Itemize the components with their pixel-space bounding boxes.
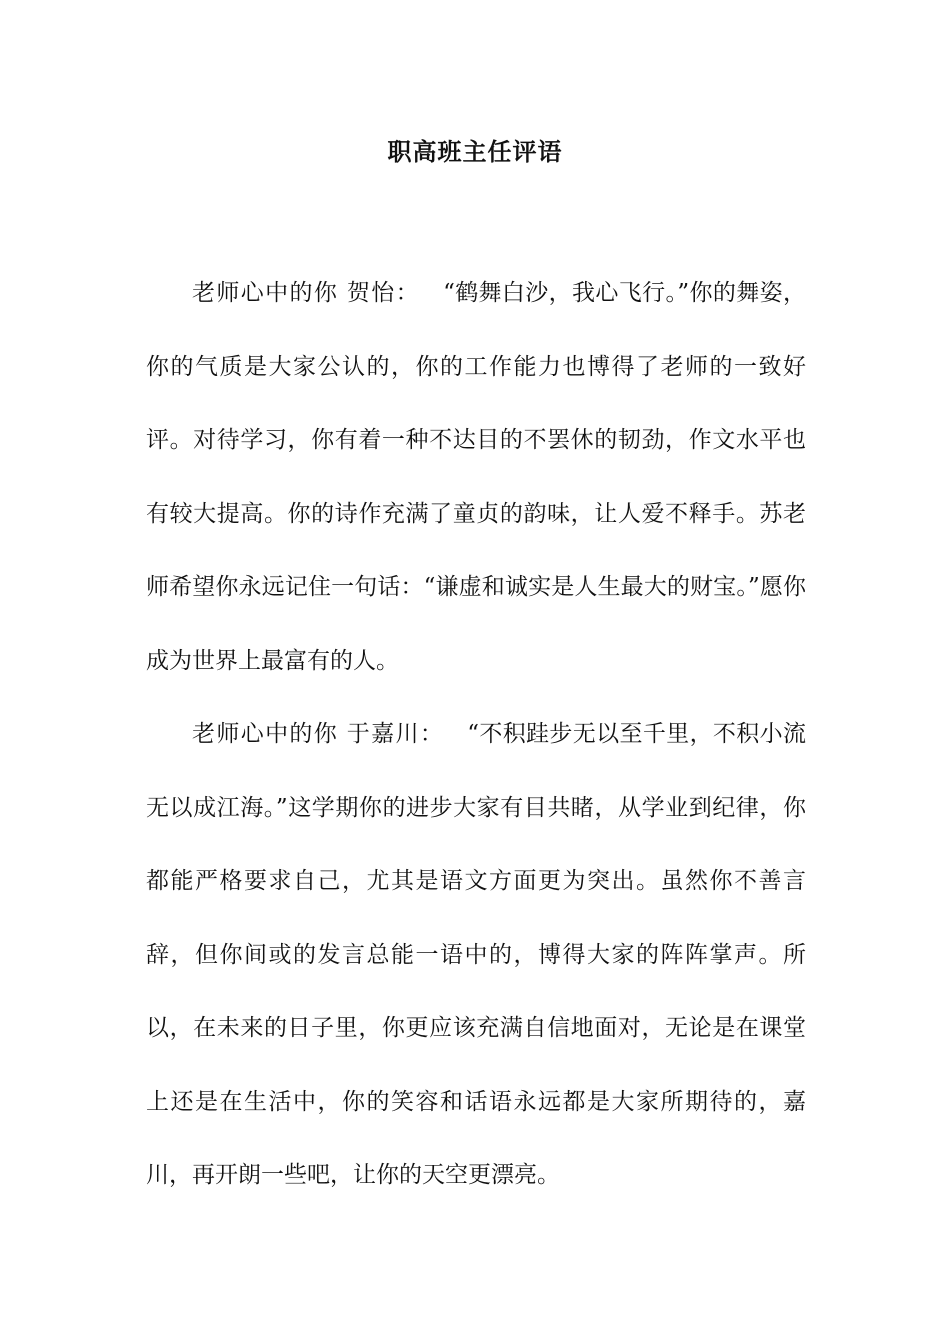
paragraph-2-text: “不积跬步无以至千里，不积小流无以成江海。”这学期你的进步大家有目共睹，从学业到纪律，你都能严格要求自己，尤其是语文方面更为突出。虽然你不善言辞，但你间或的发言总能一语中的，博得大家的阵阵掌声。所以，在未来的日子里，你更应该充满自信地面对，无论是在课堂上还是在生活中，你的笑容和话语永远都是大家所期待的，嘉川，再开朗一些吧，让你的天空更漂亮。 bbox=[146, 721, 807, 1188]
comment-paragraph-1 bbox=[146, 257, 806, 698]
paragraph-1-lead: 老师心中的你 贺怡： bbox=[192, 280, 421, 306]
document-title: 职高班主任评语 bbox=[387, 137, 563, 166]
comment-paragraph-2 bbox=[146, 698, 806, 1213]
paragraph-1-text: “鹤舞白沙，我心飞行。”你的舞姿，你的气质是大家公认的，你的工作能力也博得了老师的一致好评。对待学习，你有着一种不达目的不罢休的韧劲，作文水平也有较大提高。你的诗作充满了童贞的韵味，让人爱不释手。苏老师希望你永远记住一句话：“谦虚和诚实是人生最大的财宝。”愿你成为世界上最富有的人。 bbox=[146, 280, 806, 674]
paragraph-2-lead: 老师心中的你 于嘉川： bbox=[192, 721, 445, 747]
document-body bbox=[146, 257, 806, 1213]
